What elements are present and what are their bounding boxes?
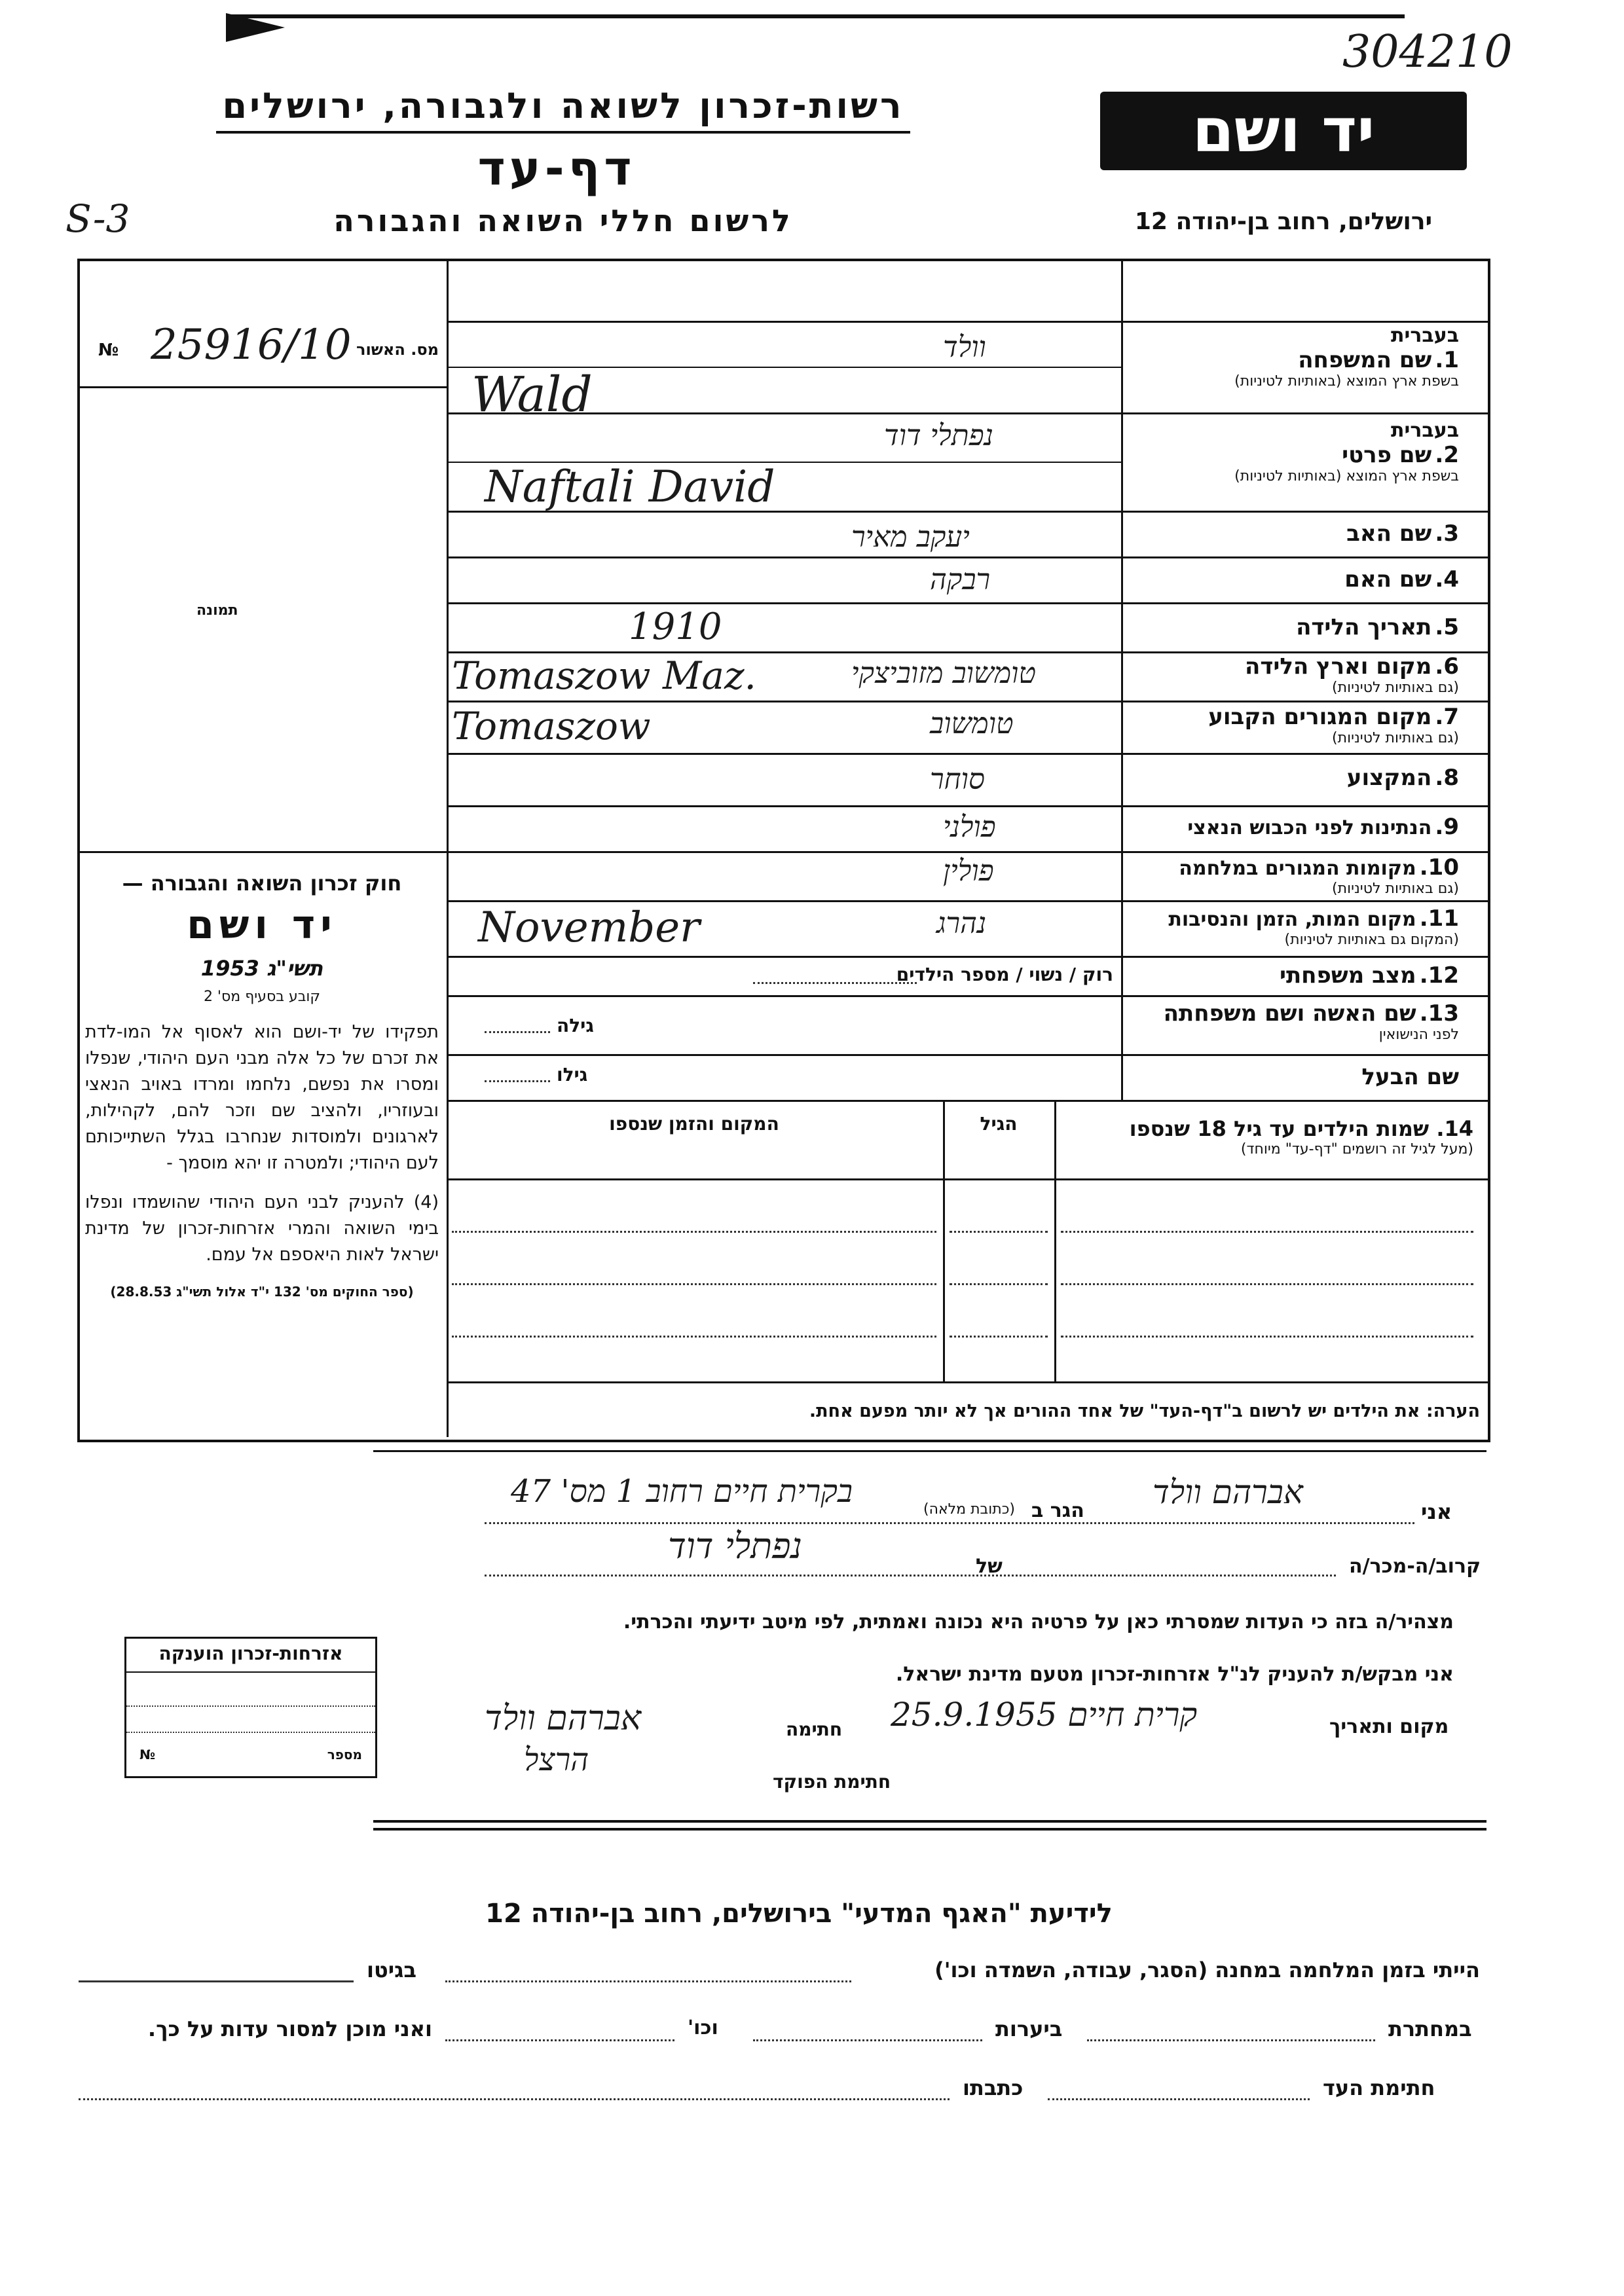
field-6-text: מקום וארץ הלידה — [1244, 653, 1432, 680]
field-13-label — [1121, 1000, 1485, 1043]
field-5-text: תאריך הלידה — [1296, 614, 1432, 640]
form-title: דף-עד — [477, 141, 636, 196]
citizenship-line — [126, 1730, 375, 1733]
field-10-label — [1121, 854, 1485, 897]
note-text: הערה: את הילדים יש לרשום ב"דף-העד" של אחד ההורים אך לא יותר מפעם אחת. — [809, 1401, 1480, 1421]
form-subtitle: לרשום חללי השואה והגבורה — [333, 203, 793, 238]
approval-value: 25916/10 — [151, 321, 352, 369]
bottom-line2-dots-c — [445, 2039, 674, 2041]
witness-name: אברהם וולד — [1153, 1473, 1303, 1511]
approval-label: מס. האשור — [356, 340, 439, 359]
field-11-label — [1121, 905, 1485, 948]
margin-note: S-3 — [65, 196, 130, 241]
bottom-line2-dots-b — [753, 2039, 982, 2041]
children-col-divider-1 — [943, 1100, 945, 1381]
bottom-line1-a: הייתי בזמן המלחמה במחנה (הסגר, עבודה, השמדה וכו') — [934, 1958, 1480, 1982]
field-11-value-he: נהרג — [936, 907, 987, 940]
children-line — [1061, 1336, 1473, 1338]
field-2-heb-tag: בעברית — [1391, 419, 1459, 442]
bottom-title: לידיעת "האגף המדעי" בירושלים, רחוב בן-יהודה 12 — [485, 1899, 1113, 1929]
wife-age-line — [485, 1031, 550, 1033]
bottom-line2-d: ואני מוכן למסור עדות על כך. — [147, 2016, 432, 2041]
row-rule — [447, 602, 1488, 604]
field-2-value-he: נפתלי דוד — [884, 419, 993, 452]
row-rule — [447, 412, 1488, 414]
witness-address-line — [485, 1522, 1414, 1524]
field-2-sub: בשפת ארץ המוצא (באותיות לטיניות) — [1234, 468, 1459, 484]
arrow-mark-icon — [226, 13, 285, 42]
witness-address-tag: (כתובת מלאה) — [923, 1501, 1015, 1518]
field-4-text: שם האם — [1344, 566, 1432, 592]
field-6-sub: (גם באותיות לטיניות) — [1332, 680, 1459, 696]
row-rule — [447, 701, 1488, 702]
field-4-num: 4. — [1435, 566, 1459, 592]
children-line — [950, 1336, 1048, 1338]
field-6-value-lat: Tomaszow Maz. — [452, 653, 756, 698]
bottom-line3-a: חתימת העד — [1323, 2075, 1435, 2100]
field-9-text: הנתינות לפני הכבוש הנאצי — [1187, 816, 1432, 839]
citizenship-title-rule — [126, 1671, 375, 1673]
law-name: יד ושם — [187, 902, 337, 948]
field-4-label — [1121, 566, 1485, 592]
field-8-num: 8. — [1435, 765, 1459, 791]
yad-vashem-logo: יד ושם — [1100, 92, 1467, 170]
authority-title: רשות-זכרון לשואה ולגבורה, ירושלים — [222, 85, 904, 126]
field-11-value-lat: November — [478, 903, 700, 952]
children-title — [1061, 1116, 1473, 1157]
field-1-value-he: וולד — [943, 331, 986, 364]
field-6-num: 6. — [1435, 653, 1459, 680]
field-1-heb-tag: בעברית — [1391, 324, 1459, 347]
field-6-value-he: טומשוב מזוביצקי — [851, 657, 1037, 690]
law-para-2: (4) להעניק לבני העם היהודי שהושמדו ונפלו בימי השואה והמרי אזרחות-זכרון של מדינת ישראל לאות היאספם אל עמם. — [85, 1192, 439, 1265]
husband-label — [1121, 1064, 1485, 1090]
field-10-text: מקומות המגורים במלחמה — [1179, 857, 1416, 880]
field-13-num: 13. — [1419, 1000, 1459, 1027]
children-line — [950, 1283, 1048, 1285]
field-2-label — [1121, 419, 1485, 484]
field-3-label — [1121, 520, 1485, 547]
field-4-value-he: רבקה — [930, 563, 991, 596]
children-line — [452, 1231, 936, 1233]
children-count-line — [753, 982, 917, 984]
field-5-label — [1121, 614, 1485, 640]
law-source: (ספר החוקים מס' 132 י"ד אלול תשי"ג 28.8.53) — [110, 1284, 414, 1300]
field-8-value-he: סוחר — [930, 763, 985, 796]
field-2-num: 2. — [1435, 442, 1459, 468]
witness-address: בקרית חיים רחוב 1 מס' 47 — [511, 1473, 853, 1510]
bottom-line1-dots-b — [79, 1980, 354, 1982]
children-line — [452, 1283, 936, 1285]
bottom-line3-dots-b — [79, 2098, 950, 2100]
separator-rule-2 — [373, 1828, 1486, 1831]
row-rule — [447, 556, 1488, 558]
law-year: תשי"ג 1953 — [200, 956, 323, 981]
field-12-options: רוק / נשוי / מספר הילדים — [896, 964, 1113, 985]
children-line — [1061, 1231, 1473, 1233]
row-rule — [447, 753, 1488, 755]
witness-place-date: קרית חיים 25.9.1955 — [891, 1696, 1198, 1734]
law-title: חוק זכרון השואה והגבורה — — [122, 871, 402, 896]
field-5-value-he: 1910 — [629, 606, 722, 648]
bottom-line2-b: ביערות — [995, 2016, 1063, 2041]
top-rule — [226, 14, 1405, 18]
field-12-num: 12. — [1419, 962, 1459, 989]
wife-age-label: גילה — [557, 1015, 594, 1036]
field-3-num: 3. — [1435, 520, 1459, 547]
archive-number: 304210 — [1342, 26, 1513, 78]
field-7-value-lat: Tomaszow — [452, 704, 651, 748]
bottom-line2-a: במחתרת — [1388, 2016, 1472, 2041]
photo-rule — [77, 851, 448, 853]
field-7-value-he: טומשוב — [930, 707, 1014, 740]
field-7-num: 7. — [1435, 704, 1459, 730]
field-1-num: 1. — [1435, 347, 1459, 373]
field-10-sub: (גם באותיות לטיניות) — [1332, 881, 1459, 897]
law-clause: קובע בסעיף מס' 2 — [203, 989, 321, 1005]
bottom-line2-c: וכו' — [688, 2016, 718, 2039]
authority-underline — [216, 131, 910, 134]
witness-of-line — [485, 1575, 1336, 1576]
children-line — [452, 1336, 936, 1338]
field-9-label — [1121, 814, 1485, 840]
field-8-text: המקצוע — [1346, 765, 1432, 791]
officer-signature-label: חתימת הפוקד — [773, 1771, 891, 1793]
field-1-text: שם המשפחה — [1298, 347, 1432, 373]
witness-signature: אברהם וולד — [485, 1699, 642, 1738]
field-11-sub: (המקום גם באותיות לטיניות) — [1284, 932, 1459, 948]
children-bottom-rule — [447, 1381, 1488, 1383]
witness-i-label: אני — [1421, 1499, 1452, 1524]
citizenship-line — [126, 1704, 375, 1707]
field-3-text: שם האב — [1346, 520, 1432, 547]
witness-declaration: מצהיר/ה בזה כי העדות שמסרתי כאן על פרטיה היא נכונה ואמתית, לפי מיטב ידיעתי והכרתי. — [623, 1611, 1454, 1633]
approval-no-label: № — [98, 340, 119, 360]
field-5-num: 5. — [1435, 614, 1459, 640]
citizenship-title: אזרחות-זכרון הוענקה — [158, 1643, 343, 1664]
field-13-sub: לפני הנישואין — [1378, 1027, 1459, 1043]
field-6-label — [1121, 653, 1485, 696]
field-7-text: מקום המגורים הקבוע — [1208, 704, 1432, 730]
bottom-line3-dots-a — [1048, 2098, 1310, 2100]
husband-text: שם הבעל — [1361, 1064, 1459, 1090]
row-rule — [447, 956, 1488, 958]
children-col-divider-2 — [1054, 1100, 1056, 1381]
children-line — [1061, 1283, 1473, 1285]
field-12-text: מצב משפחתי — [1279, 962, 1416, 989]
field-1-sub: בשפת ארץ המוצא (באותיות לטיניות) — [1234, 373, 1459, 390]
bottom-line1-b: בגיטו — [367, 1958, 416, 1982]
field-10-num: 10. — [1419, 854, 1459, 881]
citizenship-no-label: № — [139, 1747, 156, 1762]
row-rule — [447, 1100, 1488, 1102]
husband-age-line — [485, 1080, 550, 1082]
bottom-line2-dots-a — [1087, 2039, 1375, 2041]
children-col-place: המקום והזמן שנספו — [609, 1113, 779, 1135]
top-strip-rule — [447, 321, 1488, 323]
witness-place-date-label: מקום ותאריך — [1329, 1715, 1449, 1738]
row-rule — [447, 900, 1488, 902]
row-rule — [447, 1054, 1488, 1056]
children-subtitle: (מעל לגיל זה רושמים "דף-עד" מיוחד) — [1240, 1141, 1473, 1157]
witness-lives-label: הגר ב — [1031, 1499, 1084, 1522]
field-9-num: 9. — [1435, 814, 1459, 840]
citizenship-number-label: מספר — [327, 1747, 362, 1762]
field-7-label — [1121, 704, 1485, 746]
field-1-value-lat: Wald — [471, 367, 593, 423]
field-7-sub: (גם באותיות לטיניות) — [1332, 730, 1459, 746]
left-column-divider — [447, 259, 449, 1437]
children-title-text: 14. שמות הילדים עד גיל 18 שנספו — [1129, 1116, 1473, 1141]
field-11-num: 11. — [1419, 905, 1459, 932]
officer-signature: הרצל — [524, 1741, 589, 1778]
witness-relation-label: קרוב/ה-מכר/ה — [1349, 1555, 1481, 1578]
children-col-age: הגיל — [980, 1113, 1018, 1135]
witness-of-name: נפתלי דוד — [668, 1525, 802, 1567]
approval-number-field — [85, 321, 439, 373]
approval-rule — [77, 386, 448, 388]
children-line — [950, 1231, 1048, 1233]
row-rule — [447, 805, 1488, 807]
witness-signature-label: חתימה — [786, 1719, 843, 1740]
law-block — [85, 871, 439, 1300]
field-12-label — [1121, 962, 1485, 989]
row-rule — [447, 851, 1488, 853]
witness-request: אני מבקש/ת להעניק לנ"ל אזרחות-זכרון מטעם מדינת ישראל. — [895, 1663, 1454, 1686]
witness-top-rule — [373, 1450, 1486, 1452]
bottom-line3-b: כתבתו — [963, 2075, 1024, 2100]
field-13-text: שם האשה ושם משפחתה — [1163, 1000, 1416, 1027]
separator-rule-1 — [373, 1820, 1486, 1823]
witness-of-label: של — [976, 1555, 1003, 1578]
bottom-line1-dots-a — [445, 1980, 851, 1982]
address: ירושלים, רחוב בן-יהודה 12 — [1134, 208, 1433, 235]
children-header-rule — [447, 1178, 1488, 1180]
field-1-label — [1121, 324, 1485, 390]
field-9-value-he: פולני — [943, 811, 996, 844]
field-2-value-lat: Naftali David — [485, 462, 775, 512]
citizenship-box — [124, 1637, 377, 1778]
husband-age-label: גילו — [557, 1064, 588, 1085]
field-3-value-he: יעקב מאיר — [851, 520, 970, 554]
photo-label: תמונה — [196, 602, 238, 619]
field-8-label — [1121, 765, 1485, 791]
field-10-value-he: פולין — [943, 854, 994, 888]
field-2-text: שם פרטי — [1342, 442, 1432, 468]
row-rule — [447, 995, 1488, 997]
law-para-1: תפקידו של יד-ושם הוא לאסוף אל המו-לדת את זכרם של כל אלה מבני העם היהודי, שנפלו ומסרו את נפשם, נלחמו ומרדו באויב הנאצי ובעוזריו, ולהציב שם וזכר להם, לקהילות, לארגונים ולמוסדות שנחרבו בגלל השתייכותם לעם היהודי; ולמטרה זו יהא מוסמך - — [85, 1022, 439, 1173]
field-11-text: מקום המות, הזמן והנסיבות — [1168, 908, 1416, 931]
